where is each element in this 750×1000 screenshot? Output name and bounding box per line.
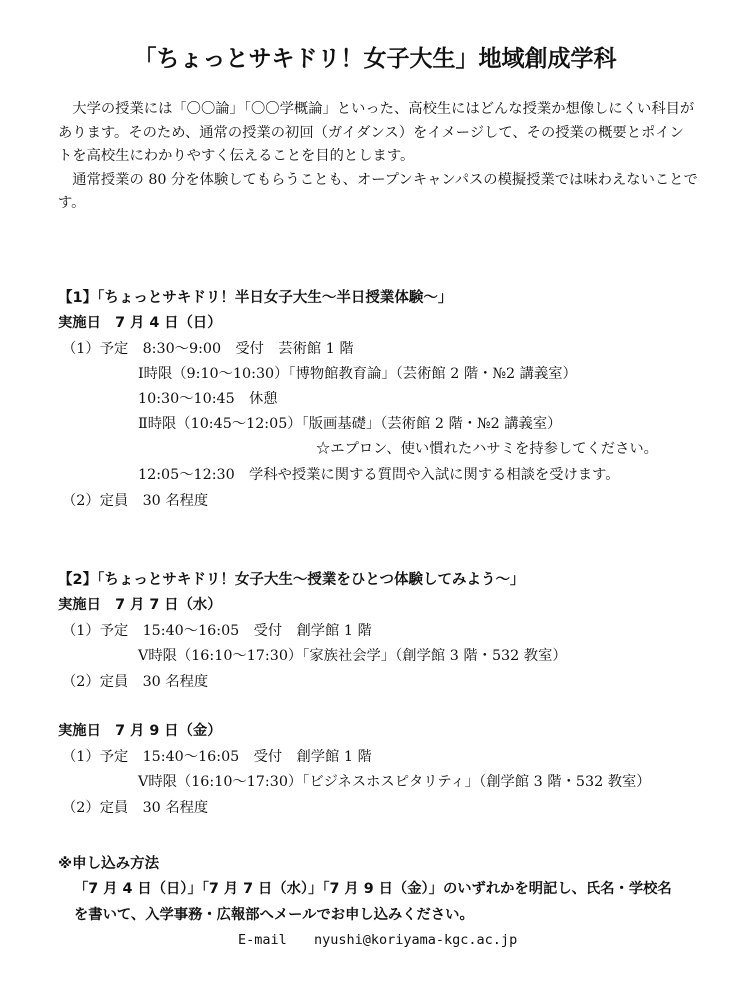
section1-note: ☆エプロン、使い慣れたハサミを持参してください。	[316, 441, 658, 457]
section2-schedule1: （1）予定 15:40～16:05 受付 創学館 1 階	[62, 623, 372, 639]
section1-period1: Ⅰ時限（9:10～10:30）「博物館教育論」（芸術館 2 階・№2 講義室）	[138, 366, 577, 382]
section2-period2: Ⅴ時限（16:10～17:30）「ビジネスホスピタリティ」（創学館 3 階・532 教室）	[138, 774, 651, 790]
apply-email-label: E-mail	[238, 932, 287, 948]
section2-heading: 【2】「ちょっとサキドリ！女子大生～授業をひとつ体験してみよう～」	[58, 572, 525, 588]
section2-capacity2: （2）定員 30 名程度	[62, 800, 209, 816]
section1-consult: 12:05～12:30 学科や授業に関する質問や入試に関する相談を受けます。	[138, 467, 620, 483]
section1-period2: Ⅱ時限（10:45～12:05）「版画基礎」（芸術館 2 階・№2 講義室）	[138, 416, 562, 432]
section2-period1: Ⅴ時限（16:10～17:30）「家族社会学」（創学館 3 階・532 教室）	[138, 648, 567, 664]
section2-capacity1: （2）定員 30 名程度	[62, 674, 209, 690]
intro-paragraph-1: 大学の授業には「〇〇論」「〇〇学概論」といった、高校生にはどんな授業か想像しにくい科目があります。そのため、通常の授業の初回（ガイダンス）をイメージして、その授業の概要とポイントを高校生にわかりやすく伝えることを目的とします。	[58, 101, 695, 164]
page-title: 「ちょっとサキドリ！女子大生」地域創成学科	[133, 46, 617, 72]
apply-heading: ※申し込み方法	[58, 856, 160, 872]
section2-date2: 実施日 7 月 9 日（金）	[58, 723, 222, 739]
section1-heading: 【1】「ちょっとサキドリ！半日女子大生～半日授業体験～」	[58, 290, 453, 306]
apply-line1: 「7 月 4 日（日）」「7 月 7 日（水）」「7 月 9 日（金）」のいずれかを明記し、氏名・学校名	[74, 881, 672, 897]
section2-date1: 実施日 7 月 7 日（水）	[58, 597, 222, 613]
section1-break: 10:30～10:45 休憩	[138, 391, 278, 407]
section1-schedule: （1）予定 8:30～9:00 受付 芸術館 1 階	[62, 341, 354, 357]
intro-text	[58, 98, 698, 216]
apply-email-link[interactable]: nyushi@koriyama-kgc.ac.jp	[314, 932, 518, 948]
section1-capacity: （2）定員 30 名程度	[62, 493, 209, 509]
intro-paragraph-2: 通常授業の 80 分を体験してもらうことも、オープンキャンパスの模擬授業では味わえないことです。	[58, 171, 698, 211]
apply-line2: を書いて、入学事務・広報部へメールでお申し込みください。	[74, 907, 474, 923]
section1-date: 実施日 7 月 4 日（日）	[58, 315, 222, 331]
section2-schedule2: （1）予定 15:40～16:05 受付 創学館 1 階	[62, 749, 372, 765]
